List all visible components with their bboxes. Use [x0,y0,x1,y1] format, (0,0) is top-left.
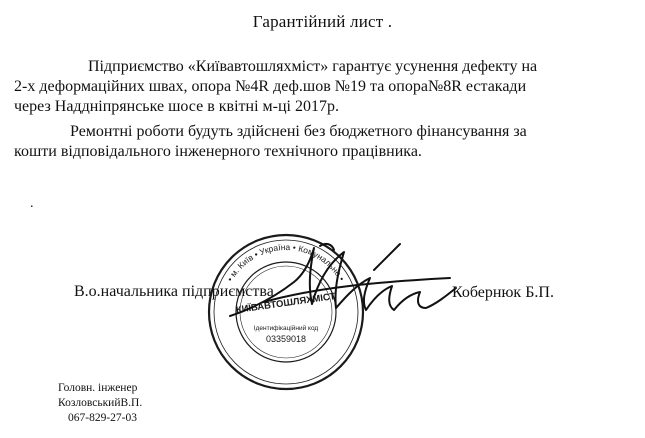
contact-name: КозловськийВ.П. [58,397,143,409]
stamp-code: 03359018 [265,334,307,344]
paragraph-line: Підприємство «Київавтошляхміст» гарантує усунення дефекту на [88,58,538,75]
contact-footer [58,381,142,426]
stamp-center-name: КИЇВАВТОШЛЯХМІСТ [235,291,337,316]
handwritten-signature [224,238,460,330]
paragraph-line: через Наддніпрянське шосе в квітні м-ці 2017р. [14,98,339,115]
paragraph-line: Ремонтні роботи будуть здійснені без бюджетного фінансування за [70,123,527,140]
paragraph-line: 2-х деформаційних швах, опора №4R деф.шов №19 та опора№8R естакади [14,78,527,95]
signatory-name: Кобернюк Б.П. [452,284,554,301]
stray-mark: . [30,196,34,211]
letter-title: Гарантійний лист . [252,12,393,31]
stamp-outer-text: • м. Київ • Україна • Комунальне • [224,241,347,284]
contact-role: Головн. інженер [58,382,138,394]
paragraph-repair-financing [14,122,610,162]
stamp-code-label: Ідентифікаційний код [253,325,319,332]
paragraph-guarantee [14,57,610,117]
paragraph-line: кошти відповідального інженерного технічного працівника. [14,143,422,160]
signatory-position: В.о.начальника підприємства [74,283,274,300]
contact-phone: 067-829-27-03 [68,412,137,424]
